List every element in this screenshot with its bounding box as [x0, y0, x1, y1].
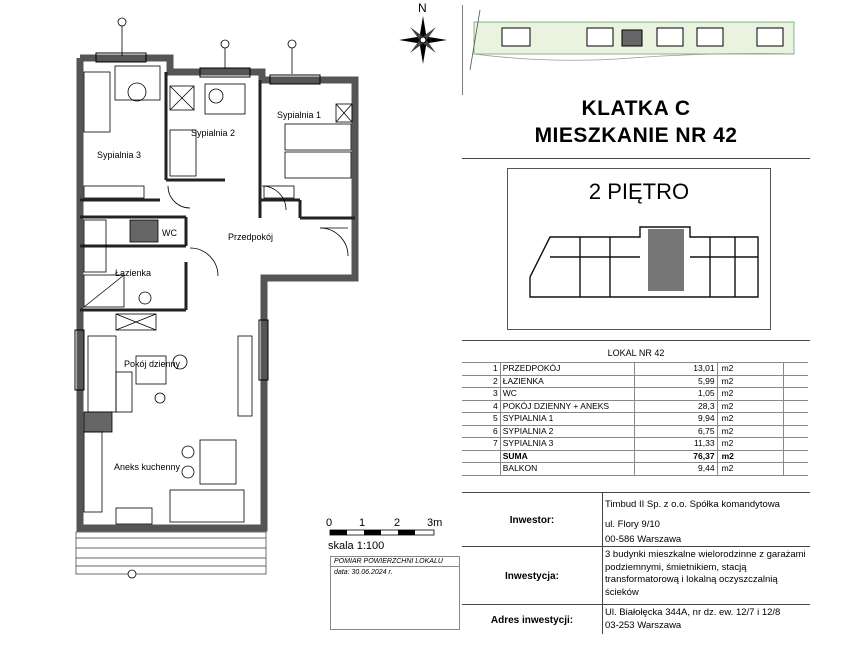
svg-text:0: 0	[326, 517, 333, 529]
stamp-date: data: 30.06.2024 r.	[334, 569, 393, 576]
table-row-sum: SUMA 76,37 m2	[462, 450, 808, 463]
address-line1: Ul. Białołęcka 344A, nr dz. ew. 12/7 i 12/8	[605, 607, 781, 618]
stamp-title: POMIAR POWIERZCHNI LOKALU	[331, 557, 459, 567]
table-row-balcony: BALKON 9,44 m2	[462, 463, 808, 476]
apartment-title: MIESZKANIE NR 42	[534, 124, 738, 147]
label-wc: WC	[162, 228, 177, 238]
floor-label: 2 PIĘTRO	[588, 179, 690, 204]
table-row: 4 POKÓJ DZIENNY + ANEKS 28,3 m2	[462, 400, 808, 413]
table-row: 3 WC 1,05 m2	[462, 388, 808, 401]
investor-name: Timbud II Sp. z o.o. Spółka komandytowa	[605, 499, 780, 510]
compass-north-label: N	[418, 1, 427, 15]
lokal-title: LOKAL NR 42	[607, 348, 665, 358]
label-pokoj: Pokój dzienny	[124, 359, 181, 369]
investor-street: ul. Flory 9/10	[605, 518, 660, 530]
investor-label: Inwestor:	[509, 515, 555, 526]
rooms-table	[462, 362, 808, 476]
label-sypialnia2: Sypialnia 2	[191, 128, 236, 138]
label-aneks: Aneks kuchenny	[114, 462, 181, 472]
floor-key-plan	[507, 168, 771, 330]
table-row: 6 SYPIALNIA 2 6,75 m2	[462, 425, 808, 438]
survey-stamp	[330, 556, 460, 630]
table-row: 7 SYPIALNIA 3 11,33 m2	[462, 438, 808, 451]
label-sypialnia3: Sypialnia 3	[97, 150, 142, 160]
svg-text:2: 2	[394, 517, 401, 529]
compass-rose-icon	[399, 16, 447, 64]
table-row: 2 ŁAZIENKA 5,99 m2	[462, 375, 808, 388]
svg-text:3m: 3m	[427, 517, 443, 529]
svg-text:1: 1	[359, 517, 366, 529]
investment-label: Inwestycja:	[505, 571, 559, 582]
label-sypialnia1: Sypialnia 1	[277, 110, 322, 120]
label-lazienka: Łazienka	[115, 268, 152, 278]
floor-key-plan-drawing	[520, 217, 760, 307]
table-top-divider	[462, 340, 810, 341]
balcony	[76, 532, 266, 574]
address-line2: 03-253 Warszawa	[605, 619, 682, 631]
scale-label: skala 1:100	[328, 540, 385, 552]
table-row: 1 PRZEDPOKÓJ 13,01 m2	[462, 363, 808, 376]
investment-info	[462, 492, 810, 634]
investment-text: 3 budynki mieszkalne wielorodzinne z garażami podziemnymi, śmietnikiem, stacją transformatorową i lokalną oczyszczalnią ścieków	[605, 549, 806, 598]
staircase-title: KLATKA C	[581, 97, 691, 120]
investor-city: 00-586 Warszawa	[605, 534, 682, 545]
label-przedpokoj: Przedpokój	[228, 232, 274, 242]
title-block	[462, 95, 810, 157]
title-divider	[462, 158, 810, 159]
address-label: Adres inwestycji:	[490, 615, 574, 626]
table-row: 5 SYPIALNIA 1 9,94 m2	[462, 413, 808, 426]
windows	[75, 53, 320, 390]
site-plan-thumbnail	[462, 0, 802, 95]
